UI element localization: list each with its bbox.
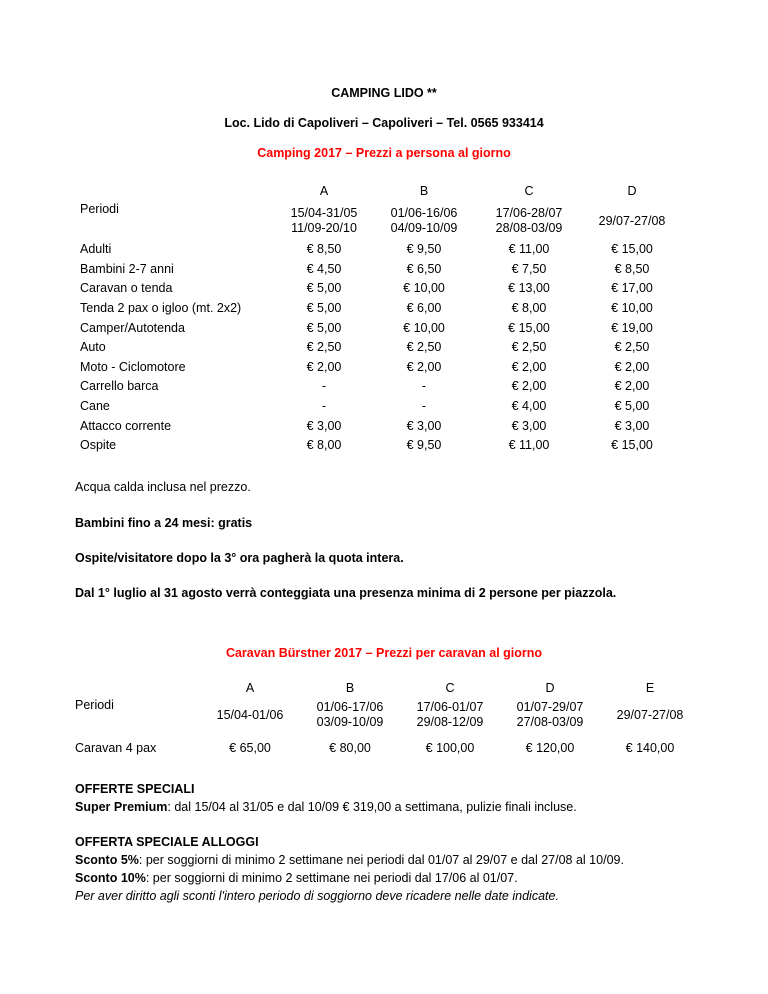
price-cell: € 3,00: [306, 418, 342, 433]
period-dates: [474, 202, 584, 240]
note-children: Bambini fino a 24 mesi: gratis: [75, 516, 253, 530]
period-line: 11/09-20/10: [291, 221, 357, 235]
price-cell: € 11,00: [508, 242, 550, 257]
price-cell: € 6,00: [406, 301, 442, 316]
price-cell: € 10,00: [403, 320, 445, 335]
table-row: [80, 397, 680, 417]
row-label: Caravan o tenda: [80, 281, 173, 296]
price-cell: € 11,00: [508, 438, 550, 453]
row-label: Camper/Autotenda: [80, 320, 185, 335]
column-letter: C: [445, 680, 455, 695]
price-cell: € 7,50: [511, 261, 547, 276]
period-dates: [374, 202, 474, 240]
price-cell: € 8,00: [511, 301, 547, 316]
price-cell: € 3,00: [406, 418, 442, 433]
price-cell: € 19,00: [611, 320, 653, 335]
table-row: [80, 358, 680, 378]
price-cell: € 5,00: [614, 399, 650, 414]
column-letter: B: [345, 680, 355, 695]
price-cell: € 65,00: [229, 741, 271, 755]
price-cell: € 140,00: [625, 741, 675, 755]
offer-note: Per aver diritto agli sconti l'intero periodo di soggiorno deve ricadere nelle date indicate.: [75, 889, 559, 903]
table-row: [80, 338, 680, 358]
price-cell: -: [421, 379, 427, 394]
offer-super-premium: [75, 800, 577, 814]
note-guest: Ospite/visitatore dopo la 3° ora pagherà la quota intera.: [75, 551, 404, 565]
period-dates: [584, 202, 680, 240]
caravan-price-table: [75, 678, 700, 756]
price-cell: € 2,00: [511, 359, 547, 374]
price-cell: € 15,00: [508, 320, 550, 335]
lodging-offer-title: OFFERTA SPECIALE ALLOGGI: [75, 835, 259, 849]
price-cell: € 5,00: [306, 281, 342, 296]
price-cell: € 5,00: [306, 301, 342, 316]
price-cell: € 5,00: [306, 320, 342, 335]
price-cell: € 2,50: [406, 340, 442, 355]
period-dates: [300, 698, 400, 732]
caravan-heading: Caravan Bürstner 2017 – Prezzi per caravan al giorno: [225, 646, 543, 660]
camping-heading: Camping 2017 – Prezzi a persona al giorno: [257, 146, 511, 160]
price-cell: € 3,00: [511, 418, 547, 433]
document-title: CAMPING LIDO **: [331, 86, 437, 100]
price-cell: € 4,00: [511, 399, 547, 414]
period-line: 15/04-31/05: [290, 206, 358, 220]
offer-text: : dal 15/04 al 31/05 e dal 10/09 € 319,00 a settimana, pulizie finali incluse.: [167, 800, 577, 814]
period-dates: [274, 202, 374, 240]
price-cell: € 100,00: [425, 741, 475, 755]
offer-label: Sconto 10%: [75, 871, 146, 885]
period-line: 17/06-28/07: [495, 206, 563, 220]
period-dates: [600, 698, 700, 732]
period-line: 29/07-27/08: [616, 707, 684, 722]
note-hot-water: Acqua calda inclusa nel prezzo.: [75, 480, 251, 494]
column-letter: D: [545, 680, 555, 695]
period-line: 01/06-16/06: [390, 206, 458, 220]
row-label: Ospite: [80, 438, 117, 453]
row-label: Caravan 4 pax: [75, 741, 157, 755]
period-line: 04/09-10/09: [390, 221, 458, 235]
price-cell: € 2,00: [306, 359, 342, 374]
table-row: [80, 279, 680, 299]
period-dates: [200, 698, 300, 732]
note-minimum: Dal 1° luglio al 31 agosto verrà conteggiata una presenza minima di 2 persone per piazzola.: [75, 586, 617, 600]
offer-label: Super Premium: [75, 800, 168, 814]
period-line: 03/09-10/09: [316, 715, 384, 729]
price-cell: € 9,50: [406, 242, 442, 257]
offer-discount-5: [75, 853, 624, 867]
row-label: Carrello barca: [80, 379, 159, 394]
period-line: 27/08-03/09: [516, 715, 584, 729]
price-cell: € 2,00: [614, 379, 650, 394]
row-label: Cane: [80, 399, 110, 414]
price-cell: € 80,00: [329, 741, 371, 755]
offers-title: OFFERTE SPECIALI: [75, 782, 195, 796]
offer-discount-10: [75, 871, 518, 885]
period-line: 15/04-01/06: [216, 707, 284, 722]
period-line: 01/06-17/06: [316, 700, 384, 714]
table-row: [80, 299, 680, 319]
price-cell: -: [421, 399, 427, 414]
price-cell: € 9,50: [406, 438, 442, 453]
table-row: [80, 260, 680, 280]
column-letter: B: [419, 183, 429, 198]
price-cell: € 15,00: [611, 438, 653, 453]
column-letter: A: [245, 680, 255, 695]
period-dates: [400, 698, 500, 732]
location-line: Loc. Lido di Capoliveri – Capoliveri – Tel. 0565 933414: [224, 116, 544, 130]
row-label: Tenda 2 pax o igloo (mt. 2x2): [80, 301, 242, 316]
price-cell: € 2,00: [511, 379, 547, 394]
period-line: 29/08-12/09: [416, 715, 484, 729]
column-letter: C: [524, 183, 534, 198]
price-cell: € 10,00: [403, 281, 445, 296]
period-line: 29/07-27/08: [598, 213, 666, 228]
row-label: Adulti: [80, 242, 112, 257]
price-cell: € 4,50: [306, 261, 342, 276]
column-letter: E: [645, 680, 655, 695]
price-cell: € 15,00: [611, 242, 653, 257]
period-line: 17/06-01/07: [416, 700, 484, 714]
periods-label: Periodi: [75, 698, 114, 712]
price-cell: € 3,00: [614, 418, 650, 433]
price-cell: € 2,50: [306, 340, 342, 355]
table-row: [80, 416, 680, 436]
offer-text: : per soggiorni di minimo 2 settimane nei periodi dal 01/07 al 29/07 e dal 27/08 al 10/09.: [138, 853, 624, 867]
price-cell: € 2,00: [614, 359, 650, 374]
column-letter: D: [627, 183, 637, 198]
period-dates: [500, 698, 600, 732]
row-label: Moto - Ciclomotore: [80, 359, 186, 374]
table-row: [80, 240, 680, 260]
table-row: [80, 318, 680, 338]
price-cell: -: [321, 379, 327, 394]
price-cell: € 17,00: [611, 281, 653, 296]
table-row: [80, 436, 680, 456]
column-letter: A: [319, 183, 329, 198]
price-cell: € 8,50: [614, 261, 650, 276]
row-label: Auto: [80, 340, 106, 355]
table-row: [75, 732, 700, 756]
period-line: 28/08-03/09: [495, 221, 563, 235]
price-cell: € 120,00: [525, 741, 575, 755]
period-line: 01/07-29/07: [516, 700, 584, 714]
table-row: [80, 377, 680, 397]
price-cell: -: [321, 399, 327, 414]
offer-label: Sconto 5%: [75, 853, 139, 867]
price-cell: € 10,00: [611, 301, 653, 316]
row-label: Attacco corrente: [80, 418, 172, 433]
price-cell: € 2,50: [614, 340, 650, 355]
price-cell: € 8,00: [306, 438, 342, 453]
price-cell: € 13,00: [508, 281, 550, 296]
price-cell: € 6,50: [406, 261, 442, 276]
offer-text: : per soggiorni di minimo 2 settimane nei periodi dal 17/06 al 01/07.: [145, 871, 518, 885]
price-cell: € 2,50: [511, 340, 547, 355]
row-label: Bambini 2-7 anni: [80, 261, 174, 276]
price-cell: € 2,00: [406, 359, 442, 374]
camping-price-table: [80, 180, 680, 456]
periods-label: Periodi: [80, 202, 119, 216]
price-cell: € 8,50: [306, 242, 342, 257]
